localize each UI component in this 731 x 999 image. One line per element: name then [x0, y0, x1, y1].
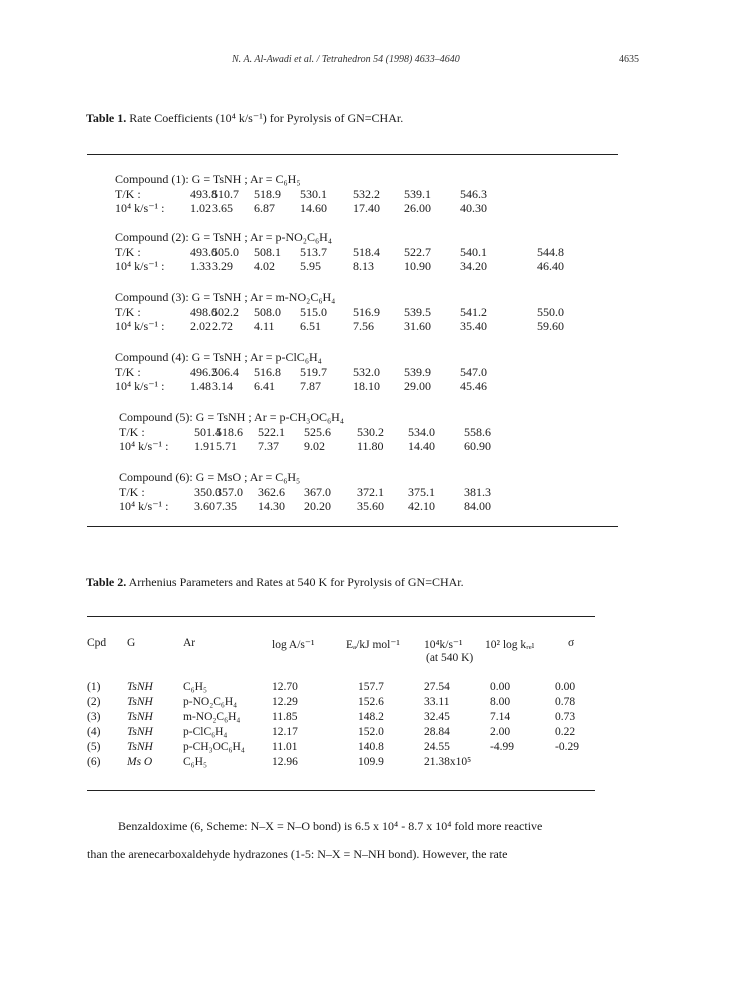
rate-cell: 6.87 — [254, 201, 275, 215]
temperature-cell: 558.6 — [464, 425, 491, 439]
rate-cell: 3.65 — [212, 201, 233, 215]
rate-cell: 14.30 — [258, 499, 285, 513]
row-label-rate: 10⁴ k/s⁻¹ : — [115, 319, 165, 333]
temperature-cell: 516.9 — [353, 305, 380, 319]
cpd-cell: (4) — [87, 726, 101, 738]
g-cell: TsNH — [127, 681, 153, 693]
t2-head-cpd: Cpd — [87, 637, 107, 649]
temperature-cell: 381.3 — [464, 485, 491, 499]
ea-cell: 152.6 — [358, 696, 384, 708]
t2-head-ar: Ar — [183, 637, 196, 649]
rate-cell: 27.54 — [424, 681, 450, 693]
rate-cell: 17.40 — [353, 201, 380, 215]
log-a-cell: 11.85 — [272, 711, 298, 723]
sigma-cell: 0.73 — [555, 711, 576, 723]
row-label-temperature: T/K : — [119, 425, 145, 439]
rate-cell: 20.20 — [304, 499, 331, 513]
rate-cell: 33.11 — [424, 696, 450, 708]
rate-cell: 31.60 — [404, 319, 431, 333]
row-label-rate: 10⁴ k/s⁻¹ : — [115, 201, 165, 215]
temperature-cell: 493.8 — [190, 187, 217, 201]
table1-caption-label: Table 1. — [86, 111, 127, 125]
rate-cell: 7.37 — [258, 439, 279, 453]
rate-cell: 45.46 — [460, 379, 487, 393]
rate-cell: 40.30 — [460, 201, 487, 215]
compound-title: Compound (5): G = TsNH ; Ar = p-CH₃OC₆H₄ — [119, 410, 345, 424]
rate-cell: 24.55 — [424, 741, 450, 753]
ar-cell: p-NO₂C₆H₄ — [183, 696, 238, 708]
rate-cell: 7.35 — [216, 499, 237, 513]
rate-cell: 1.33 — [190, 259, 211, 273]
log-a-cell: 12.70 — [272, 681, 298, 693]
rate-cell: 2.02 — [190, 319, 211, 333]
log-a-cell: 12.29 — [272, 696, 298, 708]
rate-cell: 10.90 — [404, 259, 431, 273]
log-a-cell: 11.01 — [272, 741, 298, 753]
temperature-cell: 550.0 — [537, 305, 564, 319]
temperature-cell: 546.3 — [460, 187, 487, 201]
g-cell: TsNH — [127, 726, 153, 738]
ea-cell: 148.2 — [358, 711, 384, 723]
temperature-cell: 518.6 — [216, 425, 243, 439]
g-cell: TsNH — [127, 696, 153, 708]
rate-cell: 60.90 — [464, 439, 491, 453]
rate-cell: 2.72 — [212, 319, 233, 333]
ar-cell: p-ClC₆H₄ — [183, 726, 228, 738]
temperature-cell: 539.9 — [404, 365, 431, 379]
temperature-cell: 375.1 — [408, 485, 435, 499]
cpd-cell: (3) — [87, 711, 101, 723]
page-number: 4635 — [619, 54, 639, 65]
t2-head-k: 10⁴k/s⁻¹ — [424, 639, 463, 651]
table2-top-rule — [87, 616, 595, 617]
table1-caption-text: Rate Coefficients (10⁴ k/s⁻¹) for Pyrolysis of GN=CHAr. — [129, 111, 404, 125]
cpd-cell: (1) — [87, 681, 101, 693]
table2-bottom-rule — [87, 790, 595, 791]
row-label-rate: 10⁴ k/s⁻¹ : — [115, 259, 165, 273]
temperature-cell: 510.7 — [212, 187, 239, 201]
table2-caption-label: Table 2. — [86, 575, 127, 589]
temperature-cell: 539.1 — [404, 187, 431, 201]
temperature-cell: 357.0 — [216, 485, 243, 499]
rate-cell: 3.60 — [194, 499, 215, 513]
temperature-cell: 544.8 — [537, 245, 564, 259]
temperature-cell: 498.0 — [190, 305, 217, 319]
ar-cell: m-NO₂C₆H₄ — [183, 711, 241, 723]
rate-cell: 5.95 — [300, 259, 321, 273]
ar-cell: C₆H₅ — [183, 681, 207, 693]
t2-head-g: G — [127, 637, 136, 649]
rate-cell: 1.91 — [194, 439, 215, 453]
table1-top-rule — [87, 154, 618, 155]
rate-cell: 4.11 — [254, 319, 275, 333]
t2-head-sigma: σ — [568, 637, 575, 649]
row-label-temperature: T/K : — [119, 485, 145, 499]
row-label-rate: 10⁴ k/s⁻¹ : — [119, 499, 169, 513]
temperature-cell: 525.6 — [304, 425, 331, 439]
temperature-cell: 522.1 — [258, 425, 285, 439]
rate-cell: 11.80 — [357, 439, 384, 453]
row-label-temperature: T/K : — [115, 245, 141, 259]
temperature-cell: 362.6 — [258, 485, 285, 499]
rate-cell: 46.40 — [537, 259, 564, 273]
rate-cell: 4.02 — [254, 259, 275, 273]
rate-cell: 6.51 — [300, 319, 321, 333]
temperature-cell: 506.4 — [212, 365, 239, 379]
temperature-cell: 516.8 — [254, 365, 281, 379]
compound-title: Compound (6): G = MsO ; Ar = C₆H₅ — [119, 470, 301, 484]
temperature-cell: 502.2 — [212, 305, 239, 319]
running-head: N. A. Al-Awadi et al. / Tetrahedron 54 (1998) 4633–4640 — [232, 54, 460, 65]
temperature-cell: 367.0 — [304, 485, 331, 499]
rate-cell: 84.00 — [464, 499, 491, 513]
temperature-cell: 541.2 — [460, 305, 487, 319]
row-label-temperature: T/K : — [115, 305, 141, 319]
t2-head-k-sub: (at 540 K) — [426, 652, 474, 664]
body-paragraph-line-1: Benzaldoxime (6, Scheme: N–X = N–O bond) is 6.5 x 10⁴ - 8.7 x 10⁴ fold more reactive — [118, 819, 543, 833]
temperature-cell: 530.1 — [300, 187, 327, 201]
rate-cell: 14.60 — [300, 201, 327, 215]
temperature-cell: 518.9 — [254, 187, 281, 201]
g-cell: TsNH — [127, 741, 153, 753]
temperature-cell: 547.0 — [460, 365, 487, 379]
table2-caption — [86, 575, 464, 590]
row-label-rate: 10⁴ k/s⁻¹ : — [119, 439, 169, 453]
rate-cell: 18.10 — [353, 379, 380, 393]
krel-cell: 2.00 — [490, 726, 511, 738]
log-a-cell: 12.17 — [272, 726, 298, 738]
table1-caption — [86, 111, 403, 126]
compound-title: Compound (3): G = TsNH ; Ar = m-NO₂C₆H₄ — [115, 290, 336, 304]
ea-cell: 152.0 — [358, 726, 384, 738]
cpd-cell: (2) — [87, 696, 101, 708]
temperature-cell: 532.2 — [353, 187, 380, 201]
rate-cell: 35.60 — [357, 499, 384, 513]
rate-cell: 1.48 — [190, 379, 211, 393]
ea-cell: 140.8 — [358, 741, 384, 753]
rate-cell: 21.38x10⁵ — [424, 756, 472, 768]
sigma-cell: -0.29 — [555, 741, 579, 753]
row-label-temperature: T/K : — [115, 187, 141, 201]
rate-cell: 1.02 — [190, 201, 211, 215]
ar-cell: C₆H₅ — [183, 756, 207, 768]
rate-cell: 8.13 — [353, 259, 374, 273]
krel-cell: -4.99 — [490, 741, 514, 753]
temperature-cell: 372.1 — [357, 485, 384, 499]
temperature-cell: 540.1 — [460, 245, 487, 259]
rate-cell: 3.14 — [212, 379, 233, 393]
rate-cell: 7.87 — [300, 379, 321, 393]
row-label-rate: 10⁴ k/s⁻¹ : — [115, 379, 165, 393]
table2-caption-text: Arrhenius Parameters and Rates at 540 K for Pyrolysis of GN=CHAr. — [128, 575, 464, 589]
rate-cell: 26.00 — [404, 201, 431, 215]
compound-title: Compound (2): G = TsNH ; Ar = p-NO₂C₆H₄ — [115, 230, 333, 244]
krel-cell: 7.14 — [490, 711, 511, 723]
ea-cell: 109.9 — [358, 756, 384, 768]
temperature-cell: 508.0 — [254, 305, 281, 319]
temperature-cell: 522.7 — [404, 245, 431, 259]
temperature-cell: 532.0 — [353, 365, 380, 379]
sigma-cell: 0.78 — [555, 696, 576, 708]
cpd-cell: (5) — [87, 741, 101, 753]
log-a-cell: 12.96 — [272, 756, 298, 768]
compound-title: Compound (1): G = TsNH ; Ar = C₆H₅ — [115, 172, 301, 186]
rate-cell: 32.45 — [424, 711, 450, 723]
table1-bottom-rule — [87, 526, 618, 527]
temperature-cell: 501.4 — [194, 425, 221, 439]
temperature-cell: 518.4 — [353, 245, 380, 259]
sigma-cell: 0.00 — [555, 681, 576, 693]
temperature-cell: 539.5 — [404, 305, 431, 319]
rate-cell: 6.41 — [254, 379, 275, 393]
rate-cell: 42.10 — [408, 499, 435, 513]
sigma-cell: 0.22 — [555, 726, 576, 738]
rate-cell: 14.40 — [408, 439, 435, 453]
rate-cell: 7.56 — [353, 319, 374, 333]
krel-cell: 0.00 — [490, 681, 511, 693]
cpd-cell: (6) — [87, 756, 101, 768]
temperature-cell: 493.0 — [190, 245, 217, 259]
rate-cell: 35.40 — [460, 319, 487, 333]
temperature-cell: 534.0 — [408, 425, 435, 439]
ar-cell: p-CH₃OC₆H₄ — [183, 741, 245, 753]
t2-head-ea: Eₐ/kJ mol⁻¹ — [346, 639, 400, 651]
t2-head-krel: 10² log kᵣₑₗ — [485, 639, 535, 651]
rate-cell: 29.00 — [404, 379, 431, 393]
temperature-cell: 519.7 — [300, 365, 327, 379]
temperature-cell: 350.0 — [194, 485, 221, 499]
rate-cell: 9.02 — [304, 439, 325, 453]
row-label-temperature: T/K : — [115, 365, 141, 379]
rate-cell: 59.60 — [537, 319, 564, 333]
ea-cell: 157.7 — [358, 681, 384, 693]
krel-cell: 8.00 — [490, 696, 511, 708]
g-cell: TsNH — [127, 711, 153, 723]
rate-cell: 3.29 — [212, 259, 233, 273]
body-paragraph-line-2: than the arenecarboxaldehyde hydrazones (1-5: N–X = N–NH bond). However, the rate — [87, 847, 508, 861]
temperature-cell: 515.0 — [300, 305, 327, 319]
temperature-cell: 505.0 — [212, 245, 239, 259]
temperature-cell: 513.7 — [300, 245, 327, 259]
g-cell: Ms O — [127, 756, 153, 768]
t2-head-loga: log A/s⁻¹ — [272, 639, 315, 651]
temperature-cell: 496.2 — [190, 365, 217, 379]
compound-title: Compound (4): G = TsNH ; Ar = p-ClC₆H₄ — [115, 350, 322, 364]
temperature-cell: 530.2 — [357, 425, 384, 439]
rate-cell: 28.84 — [424, 726, 450, 738]
rate-cell: 34.20 — [460, 259, 487, 273]
temperature-cell: 508.1 — [254, 245, 281, 259]
rate-cell: 5.71 — [216, 439, 237, 453]
